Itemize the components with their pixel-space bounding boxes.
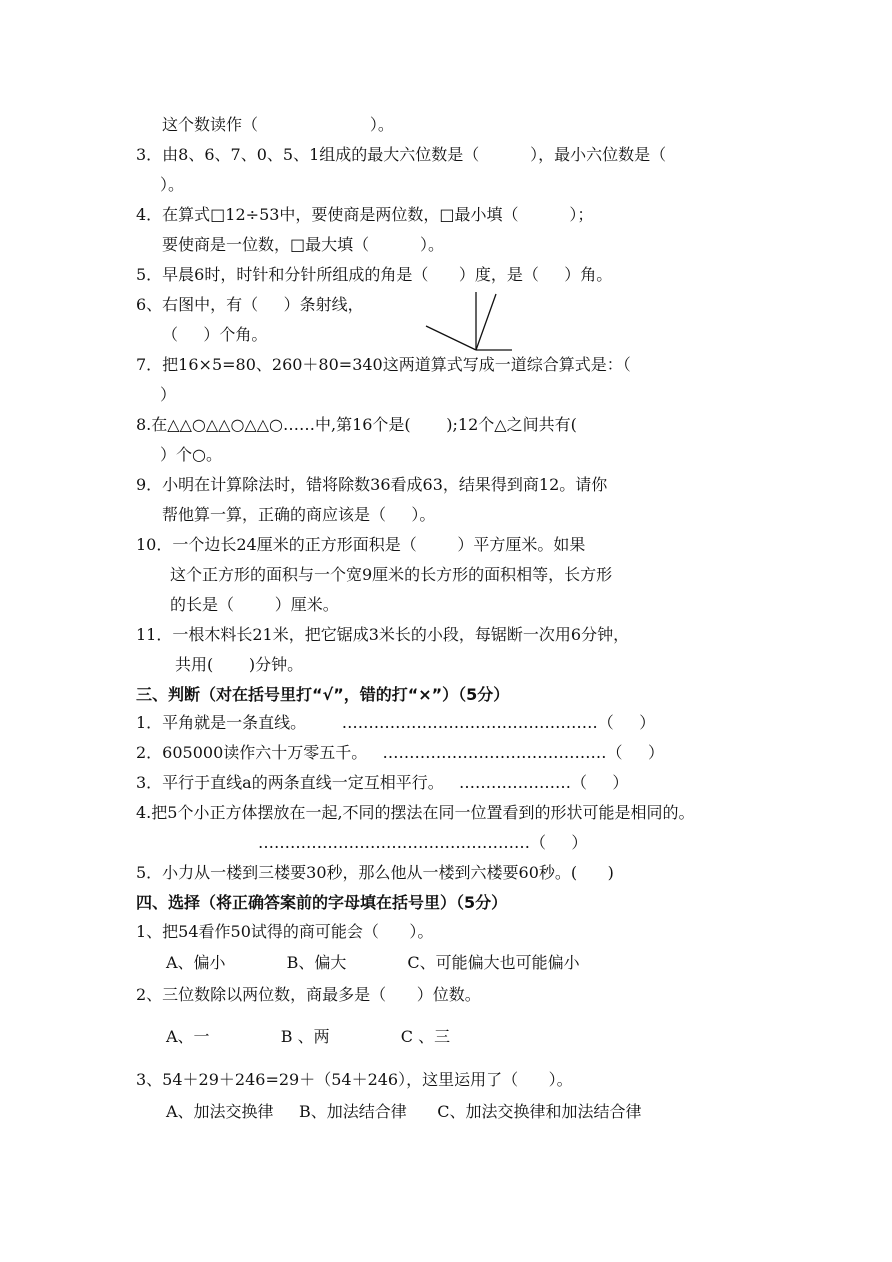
judge-item-2: 2．605000读作六十万零五千。 ……………………………………（ ） (136, 743, 664, 762)
choice-q3-options: A、加法交换律 B、加法结合律 C、加法交换律和加法结合律 (166, 1102, 642, 1121)
q7-line: 7．把16×5=80、260＋80=340这两道算式写成一道综合算式是：（ (136, 355, 631, 374)
q9-line: 9．小明在计算除法时，错将除数36看成63，结果得到商12。请你 (136, 475, 608, 494)
q4-continuation: 要使商是一位数，□最大填（ ）。 (162, 235, 444, 254)
section-4-heading: 四、选择（将正确答案前的字母填在括号里）（5分） (136, 893, 508, 912)
q6-continuation: （ ）个角。 (162, 325, 268, 344)
q3-continuation: ）。 (160, 175, 185, 194)
q3-line: 3．由8、6、7、0、5、1组成的最大六位数是（ ），最小六位数是（ (136, 145, 667, 164)
judge-item-3: 3．平行于直线a的两条直线一定互相平行。 …………………（ ） (136, 773, 629, 792)
choice-q1: 1、把54看作50试得的商可能会（ ）。 (136, 922, 434, 941)
choice-q2-options: A、一 B 、两 C 、三 (166, 1027, 451, 1046)
q11-line: 11．一根木料长21米，把它锯成3米长的小段，每锯断一次用6分钟， (136, 625, 630, 644)
section-3-heading: 三、判断（对在括号里打“√”，错的打“×”）（5分） (136, 685, 510, 704)
q10-continuation-1: 这个正方形的面积与一个宽9厘米的长方形的面积相等，长方形 (170, 565, 613, 584)
judge-item-4-continuation: ……………………………………………（ ） (258, 833, 588, 852)
q6-line: 6、右图中，有（ ）条射线， (136, 295, 364, 314)
ray-left (426, 326, 476, 350)
q10-continuation-2: 的长是（ ）厘米。 (170, 595, 339, 614)
q8-line: 8.在△△○△△○△△○……中,第16个是( );12个△之间共有( (136, 415, 577, 434)
judge-item-4: 4.把5个小正方体摆放在一起,不同的摆法在同一位置看到的形状可能是相同的。 (136, 803, 695, 822)
q8-continuation: ）个○。 (160, 445, 222, 464)
choice-q3: 3、54＋29＋246=29＋（54＋246），这里运用了（ ）。 (136, 1070, 573, 1089)
q10-line: 10．一个边长24厘米的正方形面积是（ ）平方厘米。如果 (136, 535, 586, 554)
q9-continuation: 帮他算一算，正确的商应该是（ ）。 (162, 505, 436, 524)
judge-item-1: 1．平角就是一条直线。 …………………………………………（ ） (136, 713, 656, 732)
judge-item-5: 5．小力从一楼到三楼要30秒，那么他从一楼到六楼要60秒。( ) (136, 863, 614, 882)
q5-line: 5．早晨6时，时针和分针所组成的角是（ ）度，是（ ）角。 (136, 265, 613, 284)
choice-q2: 2、三位数除以两位数，商最多是（ ）位数。 (136, 985, 481, 1004)
q7-continuation: ） (160, 385, 177, 404)
rays-figure (424, 290, 514, 354)
q2-read-line: 这个数读作（ ）。 (162, 115, 394, 134)
ray-upper-right (476, 294, 496, 350)
q4-line: 4．在算式□12÷53中，要使商是两位数，□最小填（ ）； (136, 205, 594, 224)
choice-q1-options: A、偏小 B、偏大 C、可能偏大也可能偏小 (166, 953, 580, 972)
q11-continuation: 共用( )分钟。 (175, 655, 304, 674)
